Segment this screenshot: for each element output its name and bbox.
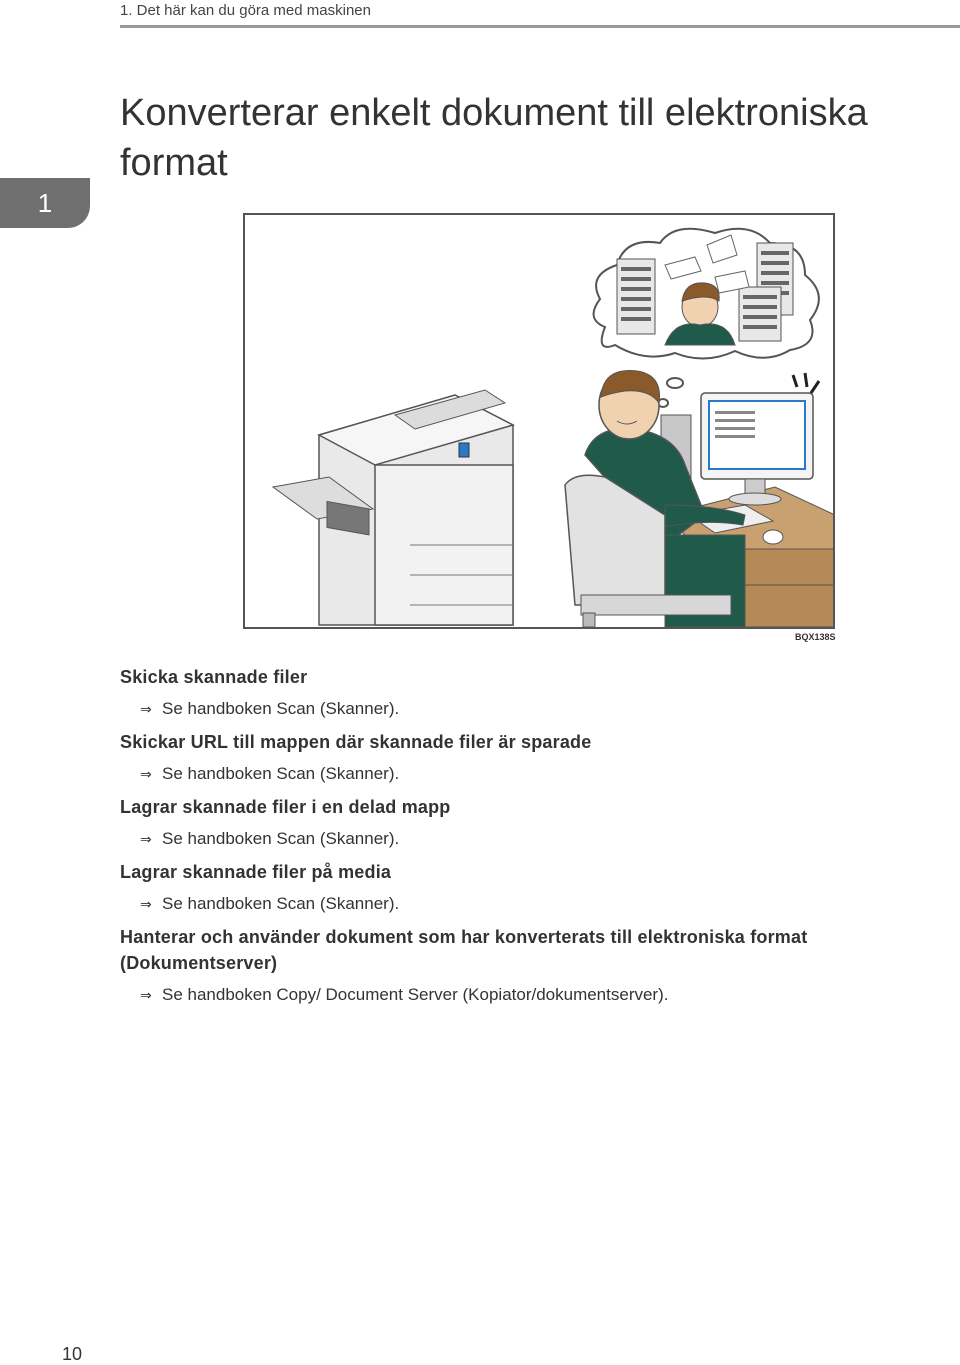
section-3 [120, 794, 920, 850]
printer [273, 390, 513, 625]
stress-marks [793, 373, 819, 393]
reference-line [140, 828, 920, 850]
reference-text: Se handboken Scan (Skanner). [162, 829, 400, 848]
reference-line [140, 984, 920, 1006]
figure-code: BQX138S [795, 632, 836, 642]
page-number: 10 [62, 1344, 83, 1364]
section-4 [120, 859, 920, 915]
section-heading: Skickar URL till mappen där skannade filer är sparade [120, 732, 592, 752]
illustration [243, 213, 835, 629]
page-title: Konverterar enkelt dokument till elektroniska format [120, 92, 868, 184]
reference-line [140, 893, 920, 915]
reference-line [140, 763, 920, 785]
content [120, 664, 920, 1015]
running-header: 1. Det här kan du göra med maskinen [120, 2, 371, 19]
arrow-icon: ⇒ [140, 987, 152, 1003]
section-heading: Lagrar skannade filer i en delad mapp [120, 797, 451, 817]
section-heading: Skicka skannade filer [120, 667, 308, 687]
arrow-icon: ⇒ [140, 896, 152, 912]
arrow-icon: ⇒ [140, 766, 152, 782]
reference-line [140, 698, 920, 720]
section-heading: Hanterar och använder dokument som har konverterats till elektroniska format (Dokumentserver) [120, 927, 808, 973]
reference-text: Se handboken Scan (Skanner). [162, 764, 400, 783]
header-rule [120, 25, 960, 28]
reference-text: Se handboken Scan (Skanner). [162, 894, 400, 913]
section-1 [120, 664, 920, 720]
section-5 [120, 924, 920, 1006]
reference-text: Se handboken Copy/ Document Server (Kopiator/dokumentserver). [162, 985, 669, 1004]
arrow-icon: ⇒ [140, 831, 152, 847]
reference-text: Se handboken Scan (Skanner). [162, 699, 400, 718]
chapter-tab: 1 [0, 178, 90, 228]
section-2 [120, 729, 920, 785]
section-heading: Lagrar skannade filer på media [120, 862, 392, 882]
arrow-icon: ⇒ [140, 701, 152, 717]
